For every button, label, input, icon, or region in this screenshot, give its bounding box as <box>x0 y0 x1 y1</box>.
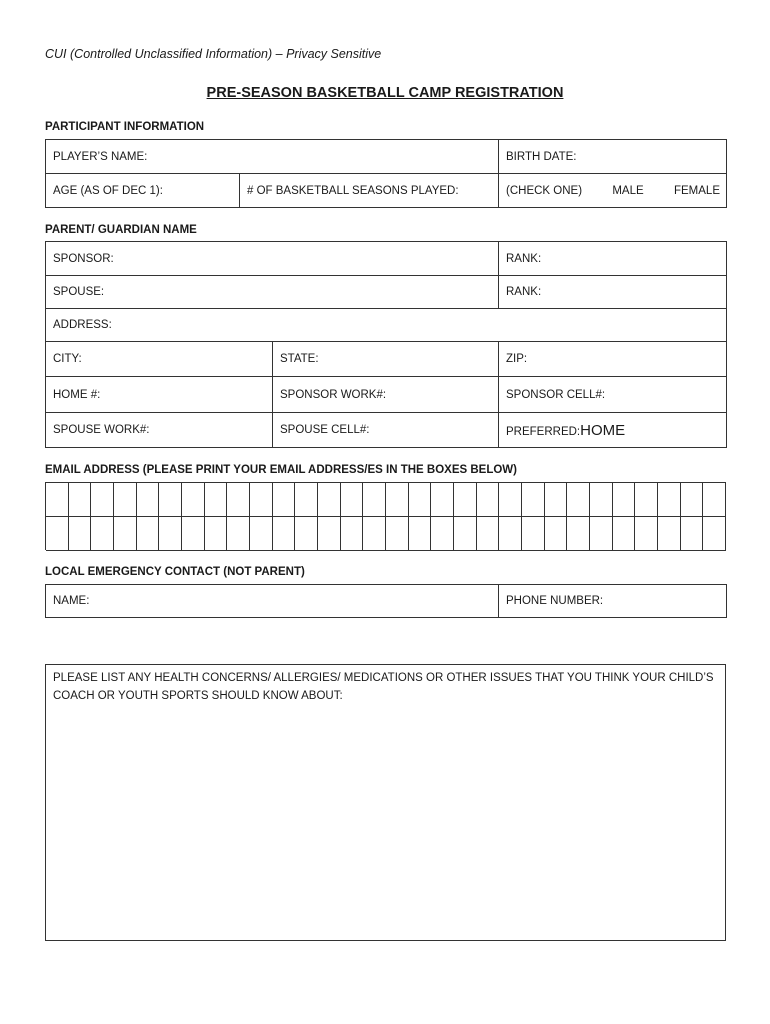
email-char-box[interactable] <box>341 483 364 517</box>
emergency-phone-field[interactable]: PHONE NUMBER: <box>499 585 727 618</box>
email-boxes[interactable] <box>45 482 726 550</box>
address-field[interactable]: ADDRESS: <box>46 309 727 342</box>
seasons-played-field[interactable]: # OF BASKETBALL SEASONS PLAYED: <box>240 174 499 208</box>
email-char-box[interactable] <box>635 517 658 551</box>
email-char-box[interactable] <box>567 517 590 551</box>
email-char-box[interactable] <box>635 483 658 517</box>
email-char-box[interactable] <box>227 517 250 551</box>
email-char-box[interactable] <box>46 517 69 551</box>
spouse-cell-field[interactable]: SPOUSE CELL#: <box>273 413 499 448</box>
email-char-box[interactable] <box>341 517 364 551</box>
email-char-box[interactable] <box>295 517 318 551</box>
emergency-name-field[interactable]: NAME: <box>46 585 499 618</box>
email-char-box[interactable] <box>431 517 454 551</box>
female-option[interactable]: FEMALE <box>673 184 720 197</box>
email-char-box[interactable] <box>522 517 545 551</box>
email-char-box[interactable] <box>499 517 522 551</box>
email-char-box[interactable] <box>91 483 114 517</box>
email-char-box[interactable] <box>318 517 341 551</box>
email-char-box[interactable] <box>250 517 273 551</box>
check-one-label: (CHECK ONE) <box>506 184 583 197</box>
email-char-box[interactable] <box>409 517 432 551</box>
email-char-box[interactable] <box>409 483 432 517</box>
email-section-title: EMAIL ADDRESS (PLEASE PRINT YOUR EMAIL ADDRESS/ES IN THE BOXES BELOW) <box>45 464 517 476</box>
email-char-box[interactable] <box>386 483 409 517</box>
email-char-box[interactable] <box>613 517 636 551</box>
preferred-value: HOME <box>580 421 626 439</box>
form-title: PRE-SEASON BASKETBALL CAMP REGISTRATION <box>206 85 564 101</box>
email-char-box[interactable] <box>227 483 250 517</box>
email-char-box[interactable] <box>273 483 296 517</box>
birth-date-field[interactable]: BIRTH DATE: <box>499 140 727 174</box>
email-char-box[interactable] <box>137 483 160 517</box>
email-char-box[interactable] <box>477 517 500 551</box>
emergency-table <box>45 584 727 618</box>
email-char-box[interactable] <box>590 517 613 551</box>
sponsor-cell-field[interactable]: SPONSOR CELL#: <box>499 377 727 413</box>
email-char-box[interactable] <box>363 517 386 551</box>
sponsor-field[interactable]: SPONSOR: <box>46 242 499 276</box>
email-char-box[interactable] <box>431 483 454 517</box>
parent-section-title: PARENT/ GUARDIAN NAME <box>45 224 197 236</box>
email-char-box[interactable] <box>658 483 681 517</box>
email-char-box[interactable] <box>114 483 137 517</box>
email-char-box[interactable] <box>250 483 273 517</box>
email-char-box[interactable] <box>69 483 92 517</box>
email-char-box[interactable] <box>69 517 92 551</box>
email-char-box[interactable] <box>182 517 205 551</box>
email-char-box[interactable] <box>205 517 228 551</box>
state-field[interactable]: STATE: <box>273 342 499 377</box>
email-char-box[interactable] <box>681 517 704 551</box>
participant-section-title: PARTICIPANT INFORMATION <box>45 121 205 133</box>
email-char-box[interactable] <box>703 483 726 517</box>
email-char-box[interactable] <box>454 517 477 551</box>
spouse-rank-field[interactable]: RANK: <box>499 276 727 309</box>
email-char-box[interactable] <box>205 483 228 517</box>
city-field[interactable]: CITY: <box>46 342 273 377</box>
players-name-field[interactable]: PLAYER’S NAME: <box>46 140 499 174</box>
email-row-2 <box>46 517 726 551</box>
email-char-box[interactable] <box>613 483 636 517</box>
email-char-box[interactable] <box>318 483 341 517</box>
email-char-box[interactable] <box>273 517 296 551</box>
email-char-box[interactable] <box>658 517 681 551</box>
email-char-box[interactable] <box>182 483 205 517</box>
email-char-box[interactable] <box>295 483 318 517</box>
home-phone-field[interactable]: HOME #: <box>46 377 273 413</box>
parent-table <box>45 241 727 448</box>
emergency-section-title: LOCAL EMERGENCY CONTACT (NOT PARENT) <box>45 566 305 578</box>
health-concerns-prompt: PLEASE LIST ANY HEALTH CONCERNS/ ALLERGIES/ MEDICATIONS OR OTHER ISSUES THAT YOU THINK YOUR CHILD’S COACH OR YOUTH SPORTS SHOULD KNOW ABOUT: <box>53 672 714 702</box>
email-char-box[interactable] <box>159 483 182 517</box>
email-char-box[interactable] <box>477 483 500 517</box>
male-option[interactable]: MALE <box>612 184 644 197</box>
email-char-box[interactable] <box>522 483 545 517</box>
email-char-box[interactable] <box>159 517 182 551</box>
zip-field[interactable]: ZIP: <box>499 342 727 377</box>
participant-table <box>45 139 727 208</box>
gender-field[interactable] <box>499 174 727 208</box>
email-char-box[interactable] <box>545 517 568 551</box>
email-row-1 <box>46 483 726 517</box>
cui-notice: CUI (Controlled Unclassified Information) – Privacy Sensitive <box>45 47 382 61</box>
email-char-box[interactable] <box>386 517 409 551</box>
email-char-box[interactable] <box>703 517 726 551</box>
age-field[interactable]: AGE (AS OF DEC 1): <box>46 174 240 208</box>
email-char-box[interactable] <box>137 517 160 551</box>
email-char-box[interactable] <box>567 483 590 517</box>
preferred-field[interactable] <box>499 413 727 448</box>
email-char-box[interactable] <box>91 517 114 551</box>
sponsor-rank-field[interactable]: RANK: <box>499 242 727 276</box>
sponsor-work-field[interactable]: SPONSOR WORK#: <box>273 377 499 413</box>
email-char-box[interactable] <box>46 483 69 517</box>
email-char-box[interactable] <box>545 483 568 517</box>
spouse-work-field[interactable]: SPOUSE WORK#: <box>46 413 273 448</box>
spouse-field[interactable]: SPOUSE: <box>46 276 499 309</box>
email-char-box[interactable] <box>681 483 704 517</box>
email-char-box[interactable] <box>114 517 137 551</box>
email-char-box[interactable] <box>454 483 477 517</box>
email-char-box[interactable] <box>363 483 386 517</box>
health-concerns-box[interactable] <box>45 664 726 941</box>
email-char-box[interactable] <box>499 483 522 517</box>
email-char-box[interactable] <box>590 483 613 517</box>
preferred-label: PREFERRED: <box>506 425 581 438</box>
